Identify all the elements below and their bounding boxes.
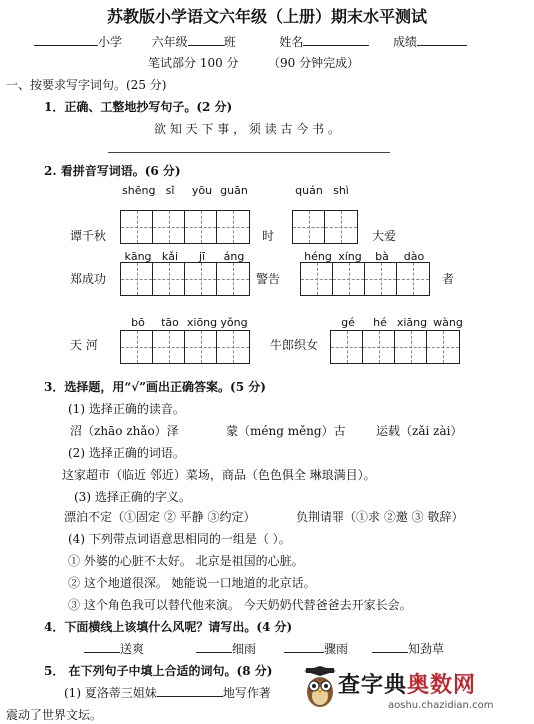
pinyin: bō (131, 316, 145, 329)
pinyin: xiāng (396, 316, 428, 329)
q3-sub3-item: 漂泊不定（①固定 ② 平静 ③约定） (64, 510, 256, 524)
time-note: （90 分钟完成） (268, 56, 360, 70)
q4-item (84, 640, 144, 657)
watermark (320, 662, 534, 724)
q5-line2: 震动了世界文坛。 (6, 708, 103, 722)
q3-sub3-item: 负荆请罪（①求 ②邀 ③ 敬辞） (296, 510, 464, 524)
q4-heading: 4．下面横线上该填什么风呢？请写出。(4 分) (44, 620, 293, 634)
watermark-logo-red: 奥数网 (407, 673, 477, 698)
row1-suffix: 大爱 (372, 229, 397, 243)
pinyin: xíng (338, 250, 362, 263)
row2-prefix: 郑成功 (70, 272, 107, 286)
q4-blank[interactable] (372, 640, 408, 653)
q3-sub4-item: ③ 这个角色我可以替代他来演。 今天奶奶代替爸爸去开家长会。 (68, 598, 412, 612)
written-part-label: 笔试部分 100 分 (148, 56, 239, 70)
class-blank[interactable] (188, 33, 224, 46)
pinyin: jī (198, 250, 206, 263)
pinyin: kāng (124, 250, 152, 263)
answer-grid-row2-b[interactable] (300, 262, 430, 296)
answer-grid-row3-b[interactable] (330, 330, 460, 364)
pinyin: héng (304, 250, 332, 263)
q4-blank[interactable] (84, 640, 120, 653)
row3-middle: 牛郎织女 (270, 338, 319, 352)
q4-item (372, 640, 444, 657)
school-label: 小学 (98, 35, 123, 49)
pinyin: áng (223, 250, 245, 263)
q3-sub1: (1) 选择正确的读音。 (68, 402, 185, 416)
q5-line1 (64, 684, 271, 701)
row2-middle: 警告 (256, 272, 281, 286)
pinyin: shì (333, 184, 349, 197)
q3-sub2-line: 这家超市（临近 邻近）菜场，商品（色色俱全 琳琅满目）。 (62, 468, 376, 482)
watermark-logo-dark: 查字典 (338, 673, 408, 698)
answer-grid-row2-a[interactable] (120, 262, 250, 296)
name-label: 姓名 (279, 35, 304, 49)
q5-line1-mid: 地写作著 (222, 686, 271, 700)
watermark-logo (338, 668, 476, 699)
class-label: 班 (223, 35, 236, 49)
q2-heading: 2. 看拼音写词语。(6 分) (44, 164, 181, 178)
q1-answer-line[interactable] (108, 152, 390, 153)
q5-heading: 5． 在下列句子中填上合适的词句。(8 分) (44, 664, 273, 678)
school-blank[interactable] (34, 33, 98, 46)
score-blank[interactable] (417, 33, 467, 46)
grade-label: 六年级 (151, 35, 188, 49)
row2-suffix: 者 (442, 272, 455, 286)
q3-sub2: (2) 选择正确的词语。 (68, 446, 185, 460)
row1-prefix: 谭千秋 (70, 229, 107, 243)
answer-grid-row1-b[interactable] (292, 210, 358, 244)
q4-item (284, 640, 348, 657)
q5-blank[interactable] (157, 684, 223, 697)
pinyin: hé (373, 316, 387, 329)
answer-grid-row3-a[interactable] (120, 330, 250, 364)
answer-grid-row1-a[interactable] (120, 210, 250, 244)
q5-line1-start: (1) 夏洛蒂三姐妹 (64, 686, 157, 700)
q3-heading: 3．选择题，用“√”画出正确答案。(5 分) (44, 380, 266, 394)
q4-item-text: 骤雨 (324, 642, 349, 656)
watermark-url: aoshu.chazidian.com (388, 700, 494, 711)
pinyin: guān (220, 184, 248, 197)
pinyin: xiōng (186, 316, 218, 329)
q3-sub4: (4) 下列带点词语意思相同的一组是（ ）。 (68, 532, 291, 546)
row3-prefix: 天 河 (70, 338, 98, 352)
pinyin: kǎi (161, 250, 179, 263)
pinyin: yōu (191, 184, 213, 197)
q1-sentence: 欲 知 天 下 事 ， 须 读 古 今 书 。 (154, 122, 340, 136)
q4-item-text: 知劲草 (408, 642, 445, 656)
q3-sub1-item: 运载（zǎi zài） (376, 424, 463, 438)
q4-blank[interactable] (284, 640, 324, 653)
name-blank[interactable] (303, 33, 369, 46)
owl-mascot-icon (302, 666, 338, 710)
q4-item (196, 640, 256, 657)
q3-sub4-item: ② 这个地道很深。 她能说一口地道的北京话。 (68, 576, 316, 590)
pinyin: bà (375, 250, 389, 263)
pinyin: tāo (161, 316, 179, 329)
q3-sub3: (3) 选择正确的字义。 (74, 490, 191, 504)
pinyin: gé (341, 316, 355, 329)
section-1-heading: 一、按要求写字词句。(25 分) (6, 78, 167, 92)
student-info-line (34, 33, 467, 50)
q4-item-text: 送爽 (120, 642, 145, 656)
pinyin: yǒng (220, 316, 248, 329)
row1-middle: 时 (262, 229, 275, 243)
q1-heading: 1．正确、工整地抄写句子。(2 分) (44, 100, 233, 114)
pinyin: dào (403, 250, 425, 263)
q3-sub1-item: 蒙（méng měng）古 (226, 424, 346, 438)
page-title: 苏教版小学语文六年级（上册）期末水平测试 (106, 7, 427, 26)
q3-sub4-item: ① 外婆的心脏不太好。 北京是祖国的心脏。 (68, 554, 304, 568)
pinyin: wàng (433, 316, 463, 329)
pinyin: quán (295, 184, 323, 197)
q3-sub1-item: 沼（zhāo zhǎo）泽 (70, 424, 179, 438)
pinyin: shēng (122, 184, 156, 197)
q4-blank[interactable] (196, 640, 232, 653)
q4-item-text: 细雨 (232, 642, 257, 656)
score-label: 成绩 (393, 35, 418, 49)
pinyin: sǐ (165, 184, 175, 197)
